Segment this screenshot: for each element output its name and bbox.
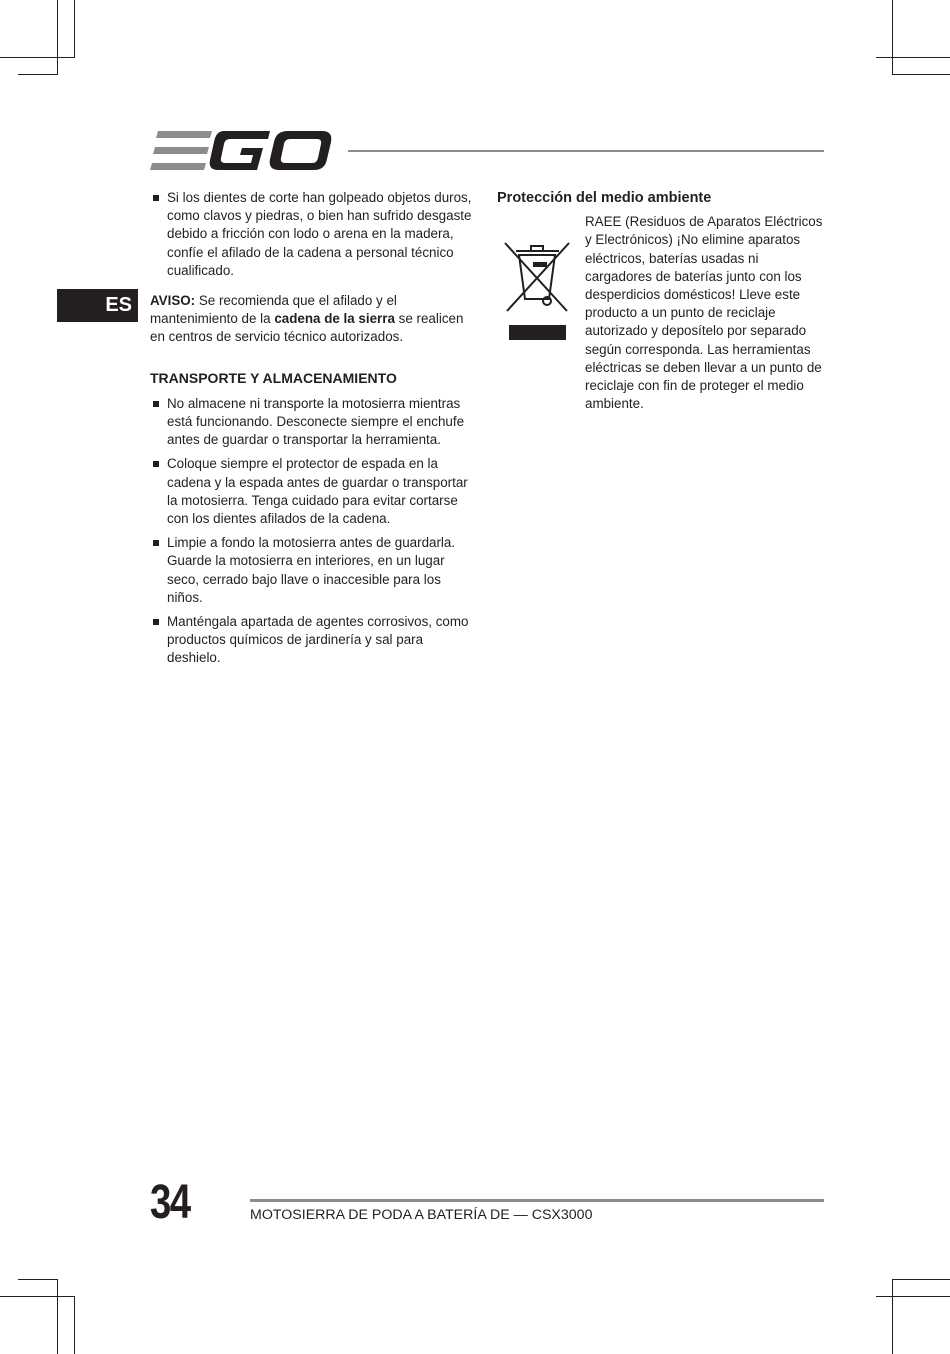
footer-rule xyxy=(250,1199,824,1202)
crop-mark xyxy=(876,57,950,58)
crop-mark xyxy=(0,57,74,58)
list-item: Limpie a fondo la motosierra antes de guardarla. Guarde la motosierra en interiores, en un lugar seco, cerrado bajo llave o inaccesible para los niños. xyxy=(150,534,480,607)
footer-title: MOTOSIERRA DE PODA A BATERÍA DE — CSX3000 xyxy=(250,1207,593,1223)
crop-mark xyxy=(892,0,893,74)
list-item: Coloque siempre el protector de espada en la cadena y la espada antes de guardar o transportar la motosierra. Tenga cuidado para evitar cortarse con los dientes afilados de la cadena. xyxy=(150,455,480,528)
page-number: 34 xyxy=(150,1176,190,1229)
left-column xyxy=(150,189,480,674)
intro-bullet-list xyxy=(150,189,480,280)
list-item: Si los dientes de corte han golpeado objetos duros, como clavos y piedras, o bien han sufrido desgaste debido a fricción con lodo o arena en la madera, confíe el afilado de la cadena a personal técnico cualificado. xyxy=(150,189,480,280)
environment-title: Protección del medio ambiente xyxy=(497,190,712,206)
crossed-out-wheelie-bin-icon xyxy=(497,213,577,343)
crop-mark xyxy=(57,0,58,74)
crop-mark xyxy=(74,1296,75,1354)
crop-mark xyxy=(876,1296,950,1297)
environment-text: RAEE (Residuos de Aparatos Eléctricos y Electrónicos) ¡No elimine aparatos eléctricos, baterías usadas ni cargadores de baterías junto con los desperdicios domésticos! Lleve este producto a un punto de reciclaje autorizado y deposítelo por separado según corresponda. Las herramientas eléctricas se deben llevar a un punto de reciclaje con fin de proteger el medio ambiente. xyxy=(585,214,823,412)
notice-bold-text: cadena de la sierra xyxy=(274,311,395,327)
crop-mark xyxy=(18,1279,58,1280)
environment-body xyxy=(497,213,827,413)
section-title: TRANSPORTE Y ALMACENAMIENTO xyxy=(150,369,397,386)
crop-mark xyxy=(0,1296,74,1297)
notice-label: AVISO: xyxy=(150,293,196,309)
crop-mark xyxy=(18,74,58,75)
notice-text: se realicen en centros de servicio técnico autorizados. xyxy=(150,311,464,345)
notice-text: Se recomienda que el afilado y el mantenimiento de la xyxy=(150,293,397,327)
header-rule xyxy=(348,150,824,152)
crop-mark xyxy=(57,1280,58,1354)
list-item: Manténgala apartada de agentes corrosivos, como productos químicos de jardinería y sal para deshielo. xyxy=(150,613,480,668)
ego-logo xyxy=(150,130,332,172)
section-bullet-list xyxy=(150,395,480,668)
crop-mark xyxy=(74,0,75,58)
crop-mark xyxy=(892,1280,893,1354)
language-tab: ES xyxy=(57,289,138,322)
crop-mark xyxy=(892,1279,950,1280)
crop-mark xyxy=(892,74,950,75)
notice-paragraph xyxy=(150,292,480,347)
list-item: No almacene ni transporte la motosierra mientras está funcionando. Desconecte siempre el enchufe antes de guardar o transportar la herramienta. xyxy=(150,395,480,450)
right-column xyxy=(497,189,827,413)
